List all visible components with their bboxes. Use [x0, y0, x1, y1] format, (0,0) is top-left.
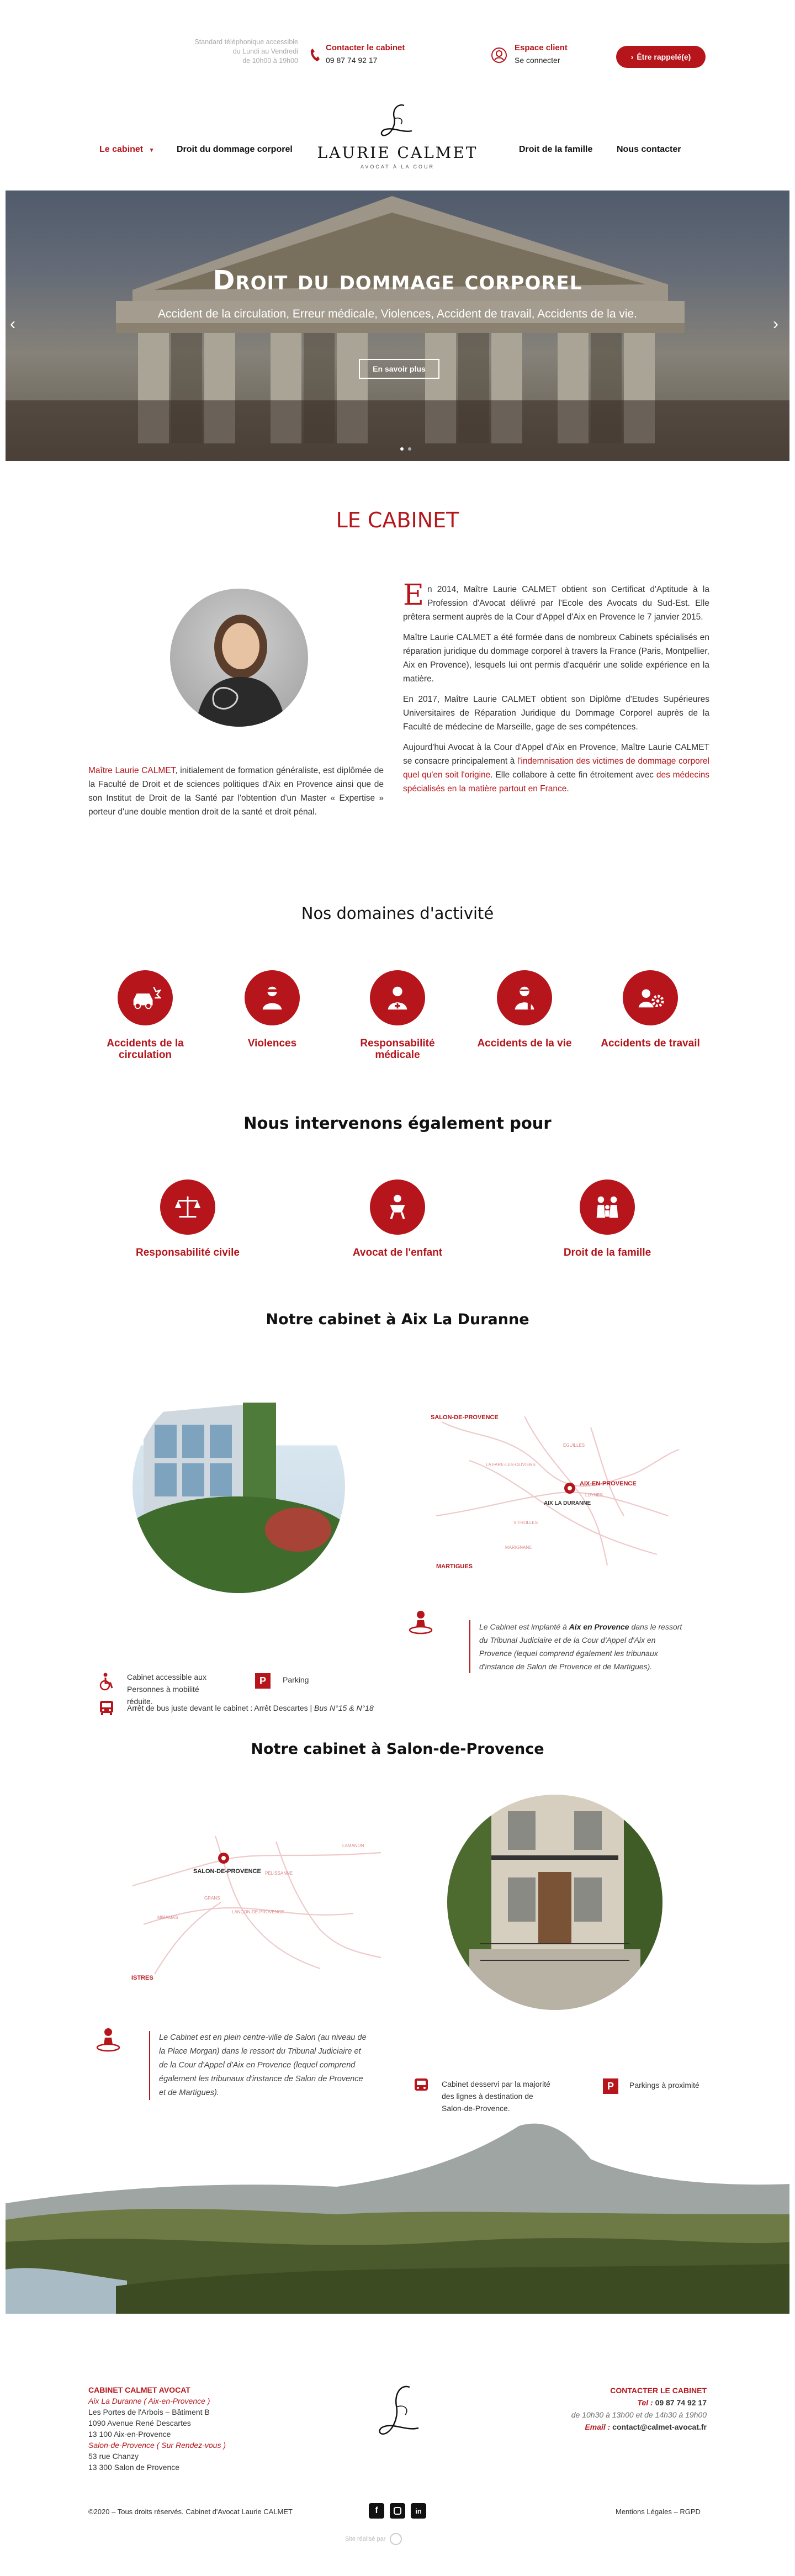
footer-left — [88, 2384, 226, 2473]
domaine-label: Accidents de travail — [601, 1038, 700, 1049]
cabinet-title: LE CABINET — [336, 508, 459, 532]
bus-text — [127, 1704, 374, 1712]
p4-text: Aujourd'hui Avocat à la Cour d'Appel d'Aix en Provence, Maître Laurie CALMET se consacre principalement à — [403, 743, 709, 766]
map-pin-icon — [218, 1853, 229, 1864]
map-label-luynes: LUYNES — [585, 1493, 603, 1498]
nav-item-contact[interactable]: Nous contacter — [617, 145, 681, 154]
footer-address-line: Les Portes de l'Arbois – Bâtiment B — [88, 2408, 210, 2416]
map-label-martigues: MARTIGUES — [436, 1563, 473, 1570]
access-text: Cabinet accessible aux Personnes à mobilité réduite. — [127, 1673, 206, 1706]
parking-icon: P — [603, 2078, 618, 2094]
lawyer-photo — [170, 589, 308, 727]
aix-building-photo — [132, 1380, 345, 1593]
p4-link: l'indemnisation des victimes de dommage corporel quel qu'en soit l'origine — [403, 757, 709, 780]
map-label-vitrolles: VITROLLES — [513, 1520, 538, 1525]
map-label-salon: SALON-DE-PROVENCE — [431, 1414, 499, 1421]
agency-logo-icon — [390, 2533, 402, 2545]
bio-name: Maître Laurie CALMET — [88, 766, 176, 775]
p1-text: n 2014, Maître Laurie CALMET obtient son Certificat d'Aptitude à la Profession d'Avocat délivré par l'Ecole des Avocats du Sud-Est. Elle prêtera serment auprès de la Cour d'Appel d'Aix en Provence le 7 janvier 2015. — [403, 585, 709, 622]
egalement-label: Avocat de l'enfant — [352, 1247, 443, 1258]
domaine-label: Accidents de la vie — [477, 1038, 572, 1049]
p4-link: des médecins spécialisés en la matière partout en France — [403, 770, 709, 794]
instagram-icon[interactable] — [390, 2503, 405, 2519]
tel-value: 09 87 74 92 17 — [655, 2398, 707, 2407]
cabinet-paragraph-4 — [403, 740, 709, 796]
main-nav — [0, 94, 795, 177]
slider-prev-arrow-icon[interactable]: ‹ — [10, 315, 15, 333]
egalement-label: Droit de la famille — [563, 1247, 651, 1258]
slider-dots[interactable] — [400, 447, 411, 451]
hero-subtitle: Accident de la circulation, Erreur médicale, Violences, Accident de travail, Accidents de la vie. — [157, 308, 638, 320]
salon-description — [149, 2031, 370, 2100]
domaine-label: Accidents de la circulation — [107, 1038, 184, 1061]
hero-slider — [6, 191, 789, 461]
nav-item-dommage-corporel[interactable]: Droit du dommage corporel — [177, 145, 293, 154]
p4-text: . Elle collabore à cette fin étroitement avec — [490, 770, 656, 780]
map-label-eguilles: EGUILLES — [563, 1443, 585, 1448]
legal-links[interactable]: Mentions Légales – RGPD — [616, 2508, 701, 2516]
standard-line: du Lundi au Vendredi — [232, 47, 298, 55]
map-label-grans: GRANS — [204, 1896, 220, 1901]
logo-monogram-icon — [375, 102, 420, 141]
location-pin-person-icon — [407, 1608, 434, 1638]
map-label-lafare: LA FARE-LES-OLIVIERS — [486, 1462, 536, 1467]
domaine-label: Responsabilité médicale — [360, 1038, 435, 1061]
social-links — [369, 2503, 426, 2519]
footer-tel[interactable] — [497, 2397, 707, 2409]
contact-cabinet-link[interactable] — [326, 43, 405, 65]
nav-item-famille[interactable]: Droit de la famille — [519, 145, 593, 154]
desc-text: Le Cabinet est implanté à — [479, 1622, 569, 1631]
aix-map — [425, 1405, 685, 1571]
map-label-lancon: LANÇON-DE-PROVENCE — [232, 1909, 284, 1914]
egalement-label: Responsabilité civile — [136, 1247, 240, 1258]
domaines-title: Nos domaines d'activité — [301, 904, 494, 923]
gears-icon — [623, 970, 678, 1025]
made-by[interactable] — [345, 2533, 402, 2545]
desc-text: dans le ressort du Tribunal Judiciaire et de la Cour d'Appel d'Aix en Provence (lequel comprend également les tribunaux d'instance de Salon de Provence et de Martigues). — [159, 2047, 363, 2097]
p4-text: . — [566, 784, 569, 794]
chevron-right-icon: › — [630, 52, 634, 61]
top-header — [0, 0, 795, 83]
standard-line: Standard téléphonique accessible — [194, 38, 298, 46]
facebook-icon[interactable]: f — [369, 2503, 384, 2519]
landscape-banner — [6, 2120, 789, 2314]
footer-right-title: CONTACTER LE CABINET — [610, 2386, 707, 2395]
nav-label: Le cabinet — [99, 145, 144, 154]
salon-map — [121, 1825, 386, 1985]
domaine-item[interactable] — [469, 970, 580, 1049]
drop-cap: E — [403, 579, 424, 612]
footer-address-line: 13 300 Salon de Provence — [88, 2463, 180, 2472]
bus-text-b: Bus N°15 & N°18 — [314, 1704, 374, 1712]
map-label-pelissanne: PÉLISSANNE — [265, 1871, 293, 1876]
desc-text: (au niveau de la Place Morgan) — [159, 2033, 367, 2056]
child-icon — [370, 1179, 425, 1235]
callback-button[interactable] — [616, 46, 706, 68]
contact-phone: 09 87 74 92 17 — [326, 56, 378, 65]
footer-salon-label: Salon-de-Provence ( Sur Rendez-vous ) — [88, 2441, 226, 2450]
footer-left-title: CABINET CALMET AVOCAT — [88, 2385, 190, 2394]
map-label-salon: SALON-DE-PROVENCE — [193, 1868, 261, 1875]
aix-title: Notre cabinet à Aix La Duranne — [266, 1311, 529, 1328]
cabinet-bio — [88, 764, 384, 819]
map-pin-icon — [564, 1483, 575, 1494]
desc-text: Le Cabinet est en plein centre-ville de Salon — [159, 2033, 318, 2042]
domaine-item[interactable] — [217, 970, 327, 1049]
footer-address-line: 13 100 Aix-en-Provence — [88, 2430, 171, 2439]
client-title: Espace client — [515, 43, 568, 52]
domaine-item[interactable] — [595, 970, 706, 1049]
family-icon — [580, 1179, 635, 1235]
egalement-item[interactable] — [337, 1179, 458, 1258]
aix-description — [469, 1620, 690, 1673]
slider-next-arrow-icon[interactable]: › — [773, 315, 778, 333]
location-pin-person-icon — [95, 2025, 121, 2056]
egalement-title: Nous intervenons également pour — [243, 1114, 552, 1133]
copyright-text: ©2020 – Tous droits réservés. Cabinet d'Avocat Laurie CALMET — [88, 2508, 293, 2516]
hero-title: Droit du dommage corporel — [213, 265, 582, 296]
map-label-istres: ISTRES — [131, 1975, 153, 1981]
salon-bus-text: Cabinet desservi par la majorité des lignes à destination de Salon-de-Provence. — [442, 2080, 550, 2113]
bus-icon — [413, 2077, 430, 2097]
cabinet-paragraph-2: Maître Laurie CALMET a été formée dans de nombreux Cabinets spécialisés en réparation juridique du dommage corporel à travers la France (Paris, Montpellier, Aix en Provence), lesquels lui ont permis d'acquérir une solide expérience en la matière. — [403, 633, 709, 684]
cabinet-text — [403, 579, 709, 796]
doctor-icon — [370, 970, 425, 1025]
user-icon — [490, 46, 508, 67]
made-by-text: Site réalisé par — [345, 2536, 386, 2542]
logo-name: LAURIE CALMET — [317, 144, 478, 162]
bus-icon — [98, 1700, 115, 1719]
footer-email[interactable] — [497, 2421, 707, 2433]
standard-info — [166, 38, 298, 66]
phone-icon — [309, 47, 320, 66]
domaine-item[interactable] — [342, 970, 453, 1061]
injury-icon — [497, 970, 552, 1025]
client-space-link[interactable] — [515, 43, 568, 65]
egalement-item[interactable] — [547, 1179, 668, 1258]
map-label-miramas: MIRAMAS — [157, 1915, 178, 1920]
egalement-item[interactable] — [127, 1179, 248, 1258]
caret-down-icon: ▼ — [149, 147, 155, 154]
salon-title: Notre cabinet à Salon-de-Provence — [251, 1741, 544, 1758]
map-label-lamanon: LAMANON — [342, 1843, 364, 1848]
nav-item-cabinet[interactable] — [99, 145, 155, 155]
domaine-item[interactable] — [90, 970, 200, 1061]
desc-text: dans le ressort du Tribunal Judiciaire et de la Cour d'Appel d'Aix en Provence (lequel comprend également les tribunaux d'instance de Salon de Provence et de Martigues). — [479, 1622, 682, 1671]
domaine-label: Violences — [247, 1038, 297, 1049]
client-sub: Se connecter — [515, 56, 560, 65]
salon-parking-text: Parkings à proximité — [629, 2081, 699, 2090]
hero-more-button[interactable]: En savoir plus — [359, 359, 439, 379]
salon-building-photo — [447, 1795, 662, 2010]
parking-icon: P — [255, 1673, 271, 1689]
tel-label: Tel : — [637, 2398, 655, 2407]
parking-text: Parking — [283, 1675, 309, 1684]
footer-address-line: 53 rue Chanzy — [88, 2452, 139, 2461]
email-value: contact@calmet-avocat.fr — [612, 2422, 707, 2431]
wheelchair-icon — [97, 1672, 116, 1694]
email-label: Email : — [585, 2422, 613, 2431]
callback-label: Être rappelé(e) — [637, 52, 691, 61]
footer-hours: de 10h30 à 13h00 et de 14h30 à 19h00 — [571, 2410, 707, 2419]
footer-aix-label: Aix La Duranne ( Aix-en-Provence ) — [88, 2397, 210, 2405]
cabinet-paragraph-3: En 2017, Maître Laurie CALMET obtient son Diplôme d'Etudes Supérieures Universitaires de Réparation Juridique du Dommage Corporel auprès de la Faculté de médecine de Marseille, gage de ses compétences. — [403, 695, 709, 732]
contact-title: Contacter le cabinet — [326, 43, 405, 52]
bus-text-a: Arrêt de bus juste devant le cabinet : Arrêt Descartes | — [127, 1704, 315, 1712]
footer-logo-monogram-icon — [375, 2383, 425, 2446]
bio-text: , initialement de formation généraliste, est diplômée de la Faculté de Droit et de sciences politiques d'Aix en Provence ainsi que de son Institut de Droit de la Santé par l'obtention d'un Master « Expertise » porteur d'une double mention droit de la santé et droit pénal. — [88, 766, 384, 817]
site-logo[interactable] — [315, 102, 480, 170]
logo-sub: AVOCAT À LA COUR — [360, 164, 435, 170]
footer-right — [497, 2384, 707, 2433]
cabinet-paragraph-1 — [403, 579, 709, 624]
footer-address-line: 1090 Avenue René Descartes — [88, 2419, 191, 2427]
linkedin-icon[interactable]: in — [411, 2503, 426, 2519]
map-label-marignane: MARIGNANE — [505, 1545, 532, 1550]
temple-illustration — [6, 191, 789, 461]
standard-line: de 10h00 à 19h00 — [242, 57, 298, 65]
car-crash-icon — [118, 970, 173, 1025]
map-label-duranne: AIX LA DURANNE — [544, 1500, 591, 1506]
slider-dot[interactable] — [408, 447, 411, 451]
map-label-aix: AIX-EN-PROVENCE — [580, 1480, 637, 1487]
scales-icon — [160, 1179, 215, 1235]
desc-strong: Aix en Provence — [569, 1622, 629, 1631]
violence-icon — [245, 970, 300, 1025]
slider-dot-active[interactable] — [400, 447, 404, 451]
